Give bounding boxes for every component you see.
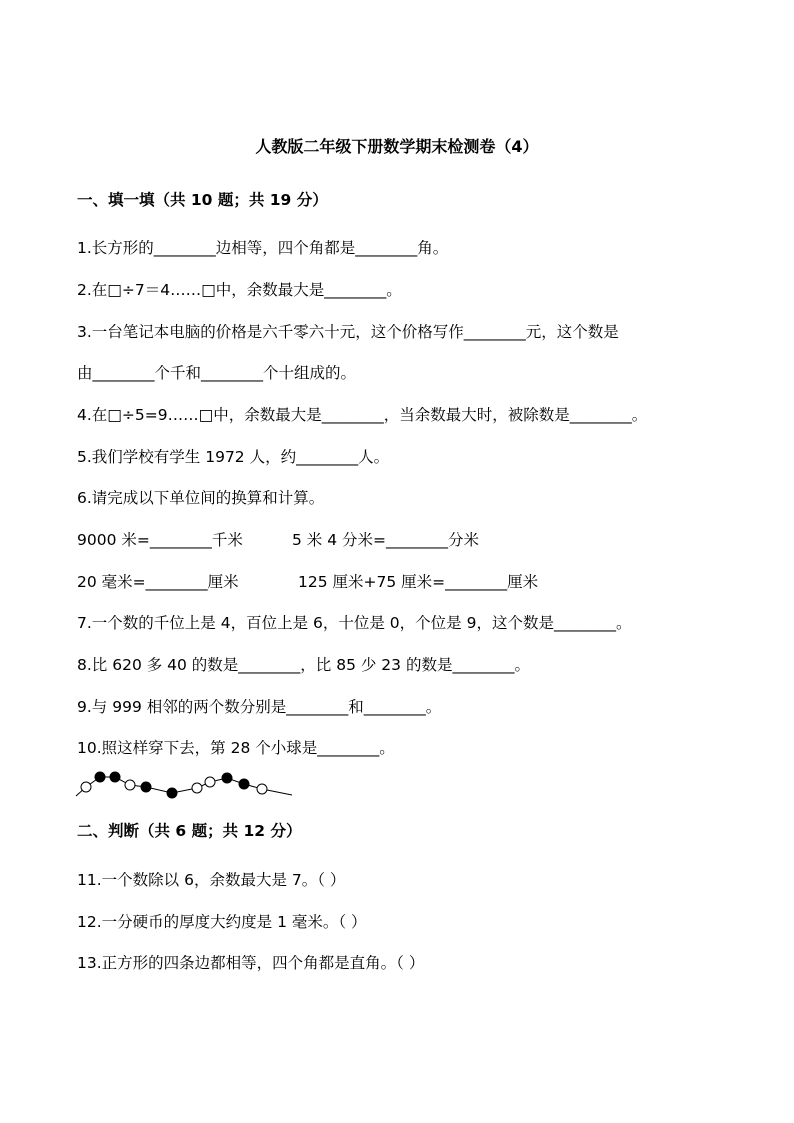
question-6-item-c: 20 毫米=________厘米 — [77, 573, 239, 591]
question-9: 9.与 999 相邻的两个数分别是________和________。 — [77, 698, 442, 716]
page-title: 人教版二年级下册数学期末检测卷（4） — [255, 137, 539, 156]
question-6-item-d: 125 厘米+75 厘米=________厘米 — [298, 573, 539, 591]
question-4: 4.在□÷5=9……□中，余数最大是________，当余数最大时，被除数是________。 — [77, 406, 648, 424]
question-6: 6.请完成以下单位间的换算和计算。 — [77, 489, 325, 507]
white-bead — [192, 783, 202, 793]
question-8: 8.比 620 多 40 的数是________，比 85 少 23 的数是________。 — [77, 656, 530, 674]
black-bead — [222, 773, 232, 783]
question-5: 5.我们学校有学生 1972 人，约________人。 — [77, 448, 390, 466]
black-bead — [141, 782, 151, 792]
black-bead — [167, 788, 177, 798]
question-10: 10.照这样穿下去，第 28 个小球是________。 — [77, 739, 395, 757]
question-7: 7.一个数的千位上是 4，百位上是 6，十位是 0，个位是 9，这个数是________。 — [77, 614, 632, 632]
question-3-line-2: 由________个千和________个十组成的。 — [77, 364, 357, 382]
question-6-item-b: 5 米 4 分米=________分米 — [292, 531, 479, 549]
bead-group — [81, 772, 267, 798]
question-12: 12.一分硬币的厚度大约度是 1 毫米。（ ） — [77, 913, 367, 931]
section-1-heading: 一、填一填（共 10 题；共 19 分） — [77, 191, 328, 209]
black-bead — [110, 772, 120, 782]
white-bead — [125, 780, 135, 790]
white-bead — [257, 784, 267, 794]
black-bead — [239, 779, 249, 789]
black-bead — [95, 772, 105, 782]
question-3-line-1: 3.一台笔记本电脑的价格是六千零六十元，这个价格写作________元，这个数是 — [77, 323, 619, 341]
white-bead — [81, 782, 91, 792]
question-2: 2.在□÷7＝4……□中，余数最大是________。 — [77, 281, 402, 299]
section-2-heading: 二、判断（共 6 题；共 12 分） — [77, 822, 302, 840]
white-bead — [205, 777, 215, 787]
bead-string-figure — [72, 768, 302, 802]
question-6-item-a: 9000 米=________千米 — [77, 531, 243, 549]
question-11: 11.一个数除以 6，余数最大是 7。（ ） — [77, 871, 346, 889]
question-1: 1.长方形的________边相等，四个角都是________角。 — [77, 239, 449, 257]
question-13: 13.正方形的四条边都相等，四个角都是直角。（ ） — [77, 954, 425, 972]
